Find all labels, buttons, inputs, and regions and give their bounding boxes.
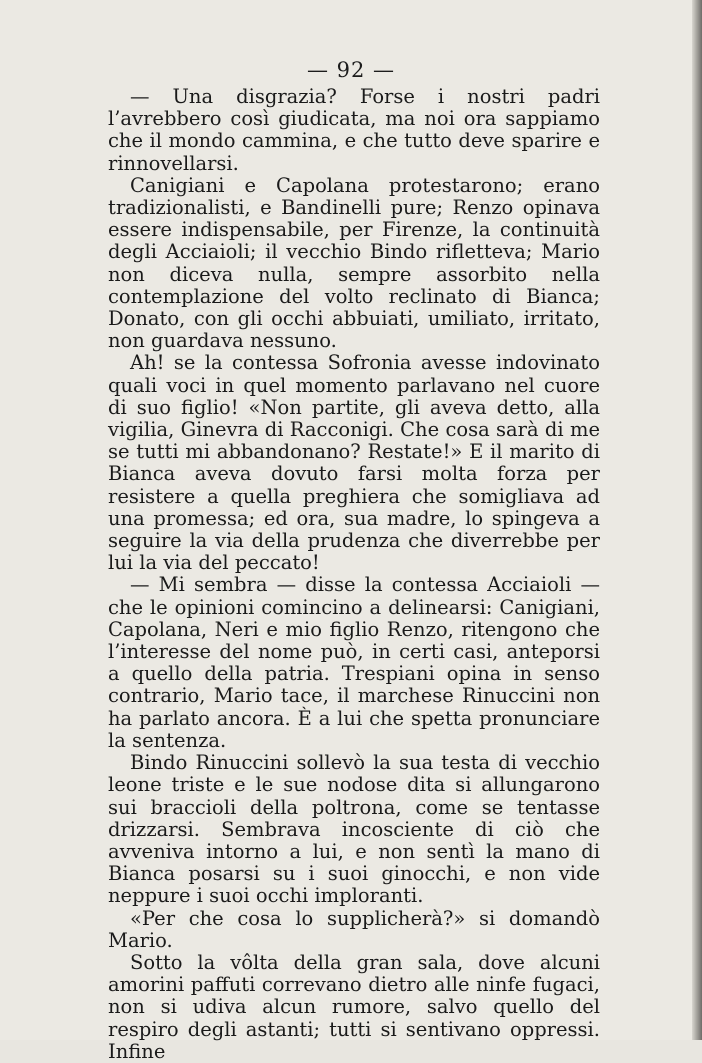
paragraph-7: Sotto la vôlta della gran sala, dove alcuni amorini paffuti correvano dietro alle ninfe fugaci, non si udiva alcun rumore, salvo quello del respiro degli astanti; tutti si sentivano oppressi. Infine [108, 950, 600, 1063]
paragraph-1: — Una disgrazia? Forse i nostri padri l’avrebbero così giudicata, ma noi ora sappiamo che il mondo cammina, e che tutto deve sparire e rinnovellarsi. [108, 85, 600, 175]
page-edge-shadow [692, 0, 702, 1040]
body-text [108, 86, 600, 1063]
paragraph-2: Canigiani e Capolana protestarono; erano tradizionalisti, e Bandinelli pure; Renzo opinava essere indispensabile, per Firenze, la continuità degli Acciaioli; il vecchio Bindo rifletteva; Mario non diceva nulla, sempre assorbito nella contemplazione del volto reclinato di Bianca; Donato, con gli occhi abbuiati, umiliato, irritato, non guardava nessuno. [108, 173, 600, 353]
paragraph-6: «Per che cosa lo supplicherà?» si domandò Mario. [108, 906, 600, 952]
page-number: — 92 — [306, 58, 396, 82]
paragraph-5: Bindo Rinuccini sollevò la sua testa di vecchio leone triste e le sue nodose dita si allungarono sui braccioli della poltrona, come se tentasse drizzarsi. Sembrava incosciente di ciò che avveniva intorno a lui, e non sentì la mano di Bianca posarsi su i suoi ginocchi, e non vide neppure i suoi occhi imploranti. [108, 751, 600, 908]
paragraph-4: — Mi sembra — disse la contessa Acciaioli — che le opinioni comincino a delinearsi: Canigiani, Capolana, Neri e mio figlio Renzo, ritengono che l’interesse del nome può, in certi casi, anteporsi a quello della patria. Trespiani opina in senso contrario, Mario tace, il marchese Rinuccini non ha parlato ancora. È a lui che spetta pronunciare la sentenza. [108, 573, 600, 752]
paragraph-3: Ah! se la contessa Sofronia avesse indovinato quali voci in quel momento parlavano nel cuore di suo figlio! «Non partite, gli aveva detto, alla vigilia, Ginevra di Racconigi. Che cosa sarà di me se tutti mi abbandonano? Restate!» E il marito di Bianca aveva dovuto farsi molta forza per resistere a quella preghiera che somigliava ad una promessa; ed ora, sua madre, lo spingeva a seguire la via della prudenza che diverrebbe per lui la via del peccato! [108, 351, 600, 575]
